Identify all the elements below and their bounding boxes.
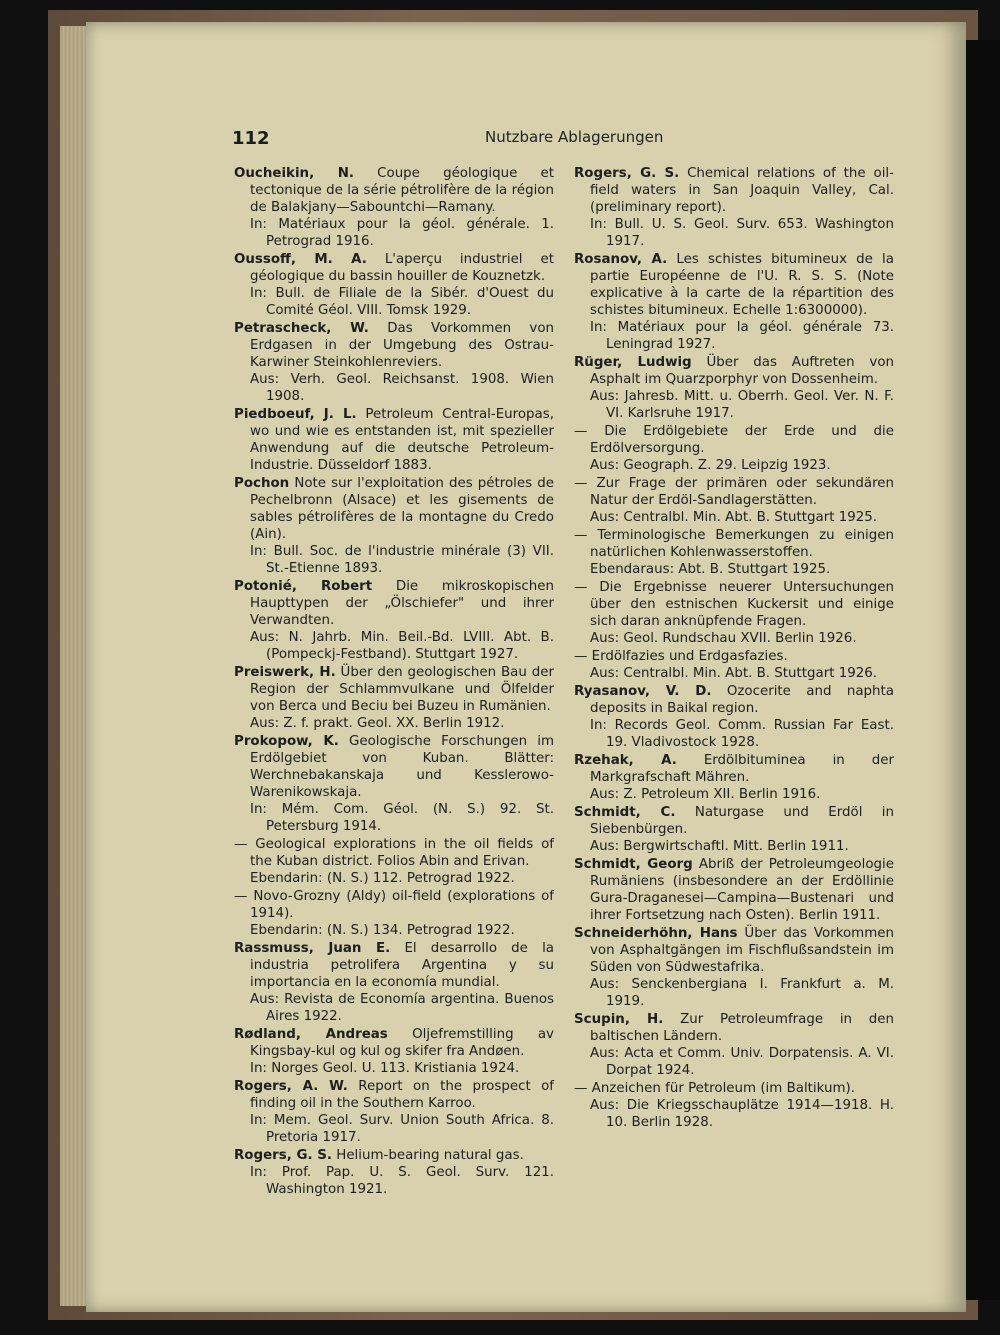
entry-author: Rogers, G. S.	[234, 1148, 332, 1163]
entry-author: Oussoff, M. A.	[234, 252, 367, 267]
entry-main	[234, 475, 554, 543]
running-title: Nutzbare Ablagerungen	[485, 128, 664, 146]
entry-main	[574, 925, 894, 976]
entry-source: Aus: Verh. Geol. Reichsanst. 1908. Wien 1908.	[250, 372, 554, 404]
bibliography-entry	[234, 406, 554, 474]
bibliography-entry	[574, 683, 894, 751]
entry-author: Schmidt, Georg	[574, 857, 693, 872]
bibliography-entry	[234, 1026, 554, 1077]
entry-source: Ebendarin: (N. S.) 134. Petrograd 1922.	[250, 923, 515, 938]
entry-source: Aus: Revista de Economía argentina. Buenos Aires 1922.	[250, 992, 554, 1024]
entry-source: Aus: Centralbl. Min. Abt. B. Stuttgart 1925.	[590, 510, 878, 525]
bibliography-entry	[574, 1011, 894, 1079]
entry-main	[574, 354, 894, 388]
entry-title: Erdölbituminea in der Markgrafschaft Mähren.	[590, 753, 895, 785]
entry-main	[234, 888, 554, 922]
bibliography-entry	[574, 1080, 894, 1131]
entry-author: Rosanov, A.	[574, 252, 668, 267]
entry-author: —	[574, 424, 588, 439]
entry-title: El desarrollo de la industria petrolifera Argentina y su importancia en la economía mundial.	[250, 941, 554, 990]
bibliography-entry	[234, 1078, 554, 1146]
entry-main	[234, 664, 554, 715]
entry-source: In: Mém. Com. Géol. (N. S.) 92. St. Petersburg 1914.	[250, 802, 554, 834]
bibliography-entry	[574, 752, 894, 803]
entry-author: Rzehak, A.	[574, 753, 677, 768]
entry-author: Rogers, G. S.	[574, 166, 680, 181]
scan-background	[966, 40, 1000, 1300]
entry-main	[234, 1078, 554, 1112]
entry-main	[574, 1011, 894, 1045]
entry-title: Geologische Forschungen im Erdölgebiet von Kuban. Blätter: Werchnebakanskaja und Kesslerowo-Warenikowskaja.	[250, 734, 554, 800]
entry-source: In: Mem. Geol. Surv. Union South Africa. 8. Pretoria 1917.	[250, 1113, 554, 1145]
entry-author: Prokopow, K.	[234, 734, 339, 749]
entry-title: Ozocerite and naphta deposits in Baikal region.	[590, 684, 894, 716]
entry-author: Potonié, Robert	[234, 579, 373, 594]
entry-source: Aus: Centralbl. Min. Abt. B. Stuttgart 1926.	[590, 666, 878, 681]
entry-source: In: Matériaux pour la géol. générale 73. Leningrad 1927.	[590, 320, 894, 352]
entry-main	[234, 320, 554, 371]
entry-author: —	[234, 889, 248, 904]
entry-title: L'aperçu industriel et géologique du bassin houiller de Kouznetzk.	[250, 252, 554, 284]
entry-main	[574, 648, 894, 665]
entry-author: —	[574, 1081, 588, 1096]
entry-title: Helium-bearing natural gas.	[336, 1148, 524, 1163]
entry-title: Report on the prospect of finding oil in the Southern Karroo.	[250, 1079, 554, 1111]
right-column	[574, 165, 894, 1132]
entry-title: Erdölfazies und Erdgasfazies.	[591, 649, 788, 664]
entry-main	[234, 1147, 554, 1164]
entry-source: Aus: Senckenbergiana I. Frankfurt a. M. 1919.	[590, 977, 894, 1009]
bibliography-entry	[234, 664, 554, 732]
entry-main	[234, 251, 554, 285]
entry-main	[234, 578, 554, 629]
entry-main	[574, 804, 894, 838]
entry-author: —	[574, 476, 588, 491]
entry-main	[574, 165, 894, 216]
entry-author: Rassmuss, Juan E.	[234, 941, 391, 956]
entry-author: Scupin, H.	[574, 1012, 664, 1027]
bibliography-entry	[574, 804, 894, 855]
entry-title: Chemical relations of the oil-field waters in San Joaquin Valley, Cal. (preliminary report).	[590, 166, 894, 215]
bibliography-entry	[574, 354, 894, 422]
bibliography-entry	[234, 320, 554, 405]
entry-author: Rogers, A. W.	[234, 1079, 348, 1094]
entry-title: Abriß der Petroleumgeologie Rumäniens (insbesondere an der Erdöllinie Gura-Draganesei—Campina—Bustenari und ihrer Fortsetzung nach Osten). Berlin 1911.	[590, 857, 894, 923]
entry-author: Schmidt, C.	[574, 805, 676, 820]
entry-source: Aus: Geograph. Z. 29. Leipzig 1923.	[590, 458, 831, 473]
entry-main	[574, 752, 894, 786]
entry-title: Les schistes bitumineux de la partie Européenne de l'U. R. S. S. (Note explicative à la carte de la répartition des schistes bitumineux. Echelle 1:6300000).	[590, 252, 894, 318]
entry-title: Das Vorkommen von Erdgasen in der Umgebung des Ostrau-Karwiner Steinkohlenreviers.	[250, 321, 554, 370]
bibliography-entry	[234, 165, 554, 250]
entry-author: —	[574, 649, 588, 664]
entry-title: Über das Vorkommen von Asphaltgängen im Fischflußsandstein im Süden von Südwestafrika.	[590, 926, 894, 975]
entry-title: Coupe géologique et tectonique de la série pétrolifère de la région de Balakjany—Sabountchi—Ramany.	[250, 166, 554, 215]
bibliography-entry	[234, 578, 554, 663]
entry-author: Oucheikin, N.	[234, 166, 355, 181]
entry-main	[574, 251, 894, 319]
entry-source: In: Matériaux pour la géol. générale. 1. Petrograd 1916.	[250, 217, 554, 249]
entry-main	[574, 423, 894, 457]
entry-source: In: Records Geol. Comm. Russian Far East. 19. Vladivostock 1928.	[590, 718, 894, 750]
entry-author: Schneiderhöhn, Hans	[574, 926, 738, 941]
entry-source: In: Bull. de Filiale de la Sibér. d'Ouest du Comité Géol. VIII. Tomsk 1929.	[250, 286, 554, 318]
entry-author: Pochon	[234, 476, 290, 491]
bibliography-entry	[574, 475, 894, 526]
left-column	[234, 165, 554, 1199]
entry-source: Ebendaraus: Abt. B. Stuttgart 1925.	[590, 562, 831, 577]
entry-title: Die mikroskopischen Haupttypen der „Ölschiefer" und ihrer Verwandten.	[250, 579, 554, 628]
entry-source: Aus: Geol. Rundschau XVII. Berlin 1926.	[590, 631, 857, 646]
entry-author: Ryasanov, V. D.	[574, 684, 712, 699]
entry-title: Geological explorations in the oil fields of the Kuban district. Folios Abin and Erivan.	[250, 837, 554, 869]
entry-title: Oljefremstilling av Kingsbay-kul og kul og skifer fra Andøen.	[250, 1027, 554, 1059]
entry-title: Note sur l'exploitation des pétroles de Pechelbronn (Alsace) et les gisements de sables pétrolifères de la montagne du Credo (Ain).	[250, 476, 554, 542]
entry-author: Rüger, Ludwig	[574, 355, 692, 370]
bibliography-entry	[234, 1147, 554, 1198]
entry-title: Über den geologischen Bau der Region der Schlammvulkane und Ölfelder von Berca und Beciu bei Buzeu in Rumänien.	[250, 665, 554, 714]
bibliography-entry	[574, 251, 894, 353]
entry-source: In: Bull. Soc. de l'industrie minérale (3) VII. St.-Etienne 1893.	[250, 544, 554, 576]
entry-main	[574, 856, 894, 924]
entry-main	[234, 165, 554, 216]
entry-source: Ebendarin: (N. S.) 112. Petrograd 1922.	[250, 871, 515, 886]
entry-title: Die Ergebnisse neuerer Untersuchungen über den estnischen Kuckersit und einige sich daran anknüpfende Fragen.	[590, 580, 894, 629]
bibliography-entry	[574, 856, 894, 924]
entry-author: —	[234, 837, 248, 852]
entry-main	[234, 733, 554, 801]
entry-title: Naturgase und Erdöl in Siebenbürgen.	[590, 805, 895, 837]
page-header	[232, 128, 892, 150]
bibliography-entry	[574, 527, 894, 578]
entry-source: Aus: N. Jahrb. Min. Beil.-Bd. LVIII. Abt. B. (Pompeckj-Festband). Stuttgart 1927.	[250, 630, 554, 662]
entry-source: Aus: Z. Petroleum XII. Berlin 1916.	[590, 787, 821, 802]
bibliography-entry	[574, 925, 894, 1010]
bibliography-entry	[574, 165, 894, 250]
entry-title: Petroleum Central-Europas, wo und wie es entstanden ist, mit spezieller Anwendung auf die deutsche Petroleum-Industrie. Düsseldorf 1883.	[250, 407, 554, 473]
entry-main	[574, 683, 894, 717]
entry-title: Terminologische Bemerkungen zu einigen natürlichen Kohlenwasserstoffen.	[590, 528, 895, 560]
entry-source: In: Prof. Pap. U. S. Geol. Surv. 121. Washington 1921.	[250, 1165, 554, 1197]
entry-author: Piedboeuf, J. L.	[234, 407, 357, 422]
entry-source: In: Norges Geol. U. 113. Kristiania 1924.	[250, 1061, 520, 1076]
entry-source: In: Bull. U. S. Geol. Surv. 653. Washington 1917.	[590, 217, 894, 249]
entry-main	[234, 836, 554, 870]
entry-author: —	[574, 528, 588, 543]
entry-source: Aus: Z. f. prakt. Geol. XX. Berlin 1912.	[250, 716, 505, 731]
entry-main	[234, 1026, 554, 1060]
entry-title: Über das Auftreten von Asphalt im Quarzporphyr von Dossenheim.	[590, 355, 894, 387]
entry-title: Die Erdölgebiete der Erde und die Erdölversorgung.	[590, 424, 894, 456]
entry-title: Anzeichen für Petroleum (im Baltikum).	[591, 1081, 856, 1096]
entry-author: —	[574, 580, 588, 595]
bibliography-entry	[574, 579, 894, 647]
entry-source: Aus: Acta et Comm. Univ. Dorpatensis. A. VI. Dorpat 1924.	[590, 1046, 894, 1078]
entry-title: Novo-Grozny (Aldy) oil-field (explorations of 1914).	[250, 889, 554, 921]
bibliography-entry	[234, 940, 554, 1025]
entry-title: Zur Petroleumfrage in den baltischen Ländern.	[590, 1012, 894, 1044]
bibliography-entry	[234, 475, 554, 577]
bibliography-entry	[234, 888, 554, 939]
entry-title: Zur Frage der primären oder sekundären Natur der Erdöl-Sandlagerstätten.	[590, 476, 895, 508]
entry-source: Aus: Bergwirtschaftl. Mitt. Berlin 1911.	[590, 839, 849, 854]
entry-main	[234, 940, 554, 991]
page-stack-edge	[60, 26, 88, 1306]
entry-main	[234, 406, 554, 474]
entry-author: Rødland, Andreas	[234, 1027, 388, 1042]
entry-main	[574, 527, 894, 561]
entry-source: Aus: Die Kriegsschauplätze 1914—1918. H. 10. Berlin 1928.	[590, 1098, 894, 1130]
entry-main	[574, 579, 894, 630]
bibliography-entry	[234, 251, 554, 319]
entry-main	[574, 1080, 894, 1097]
bibliography-entry	[234, 733, 554, 835]
entry-source: Aus: Jahresb. Mitt. u. Oberrh. Geol. Ver. N. F. VI. Karlsruhe 1917.	[590, 389, 894, 421]
entry-author: Petrascheck, W.	[234, 321, 369, 336]
entry-main	[574, 475, 894, 509]
page-number: 112	[232, 128, 270, 149]
bibliography-entry	[574, 648, 894, 682]
entry-author: Preiswerk, H.	[234, 665, 336, 680]
bibliography-entry	[574, 423, 894, 474]
bibliography-entry	[234, 836, 554, 887]
